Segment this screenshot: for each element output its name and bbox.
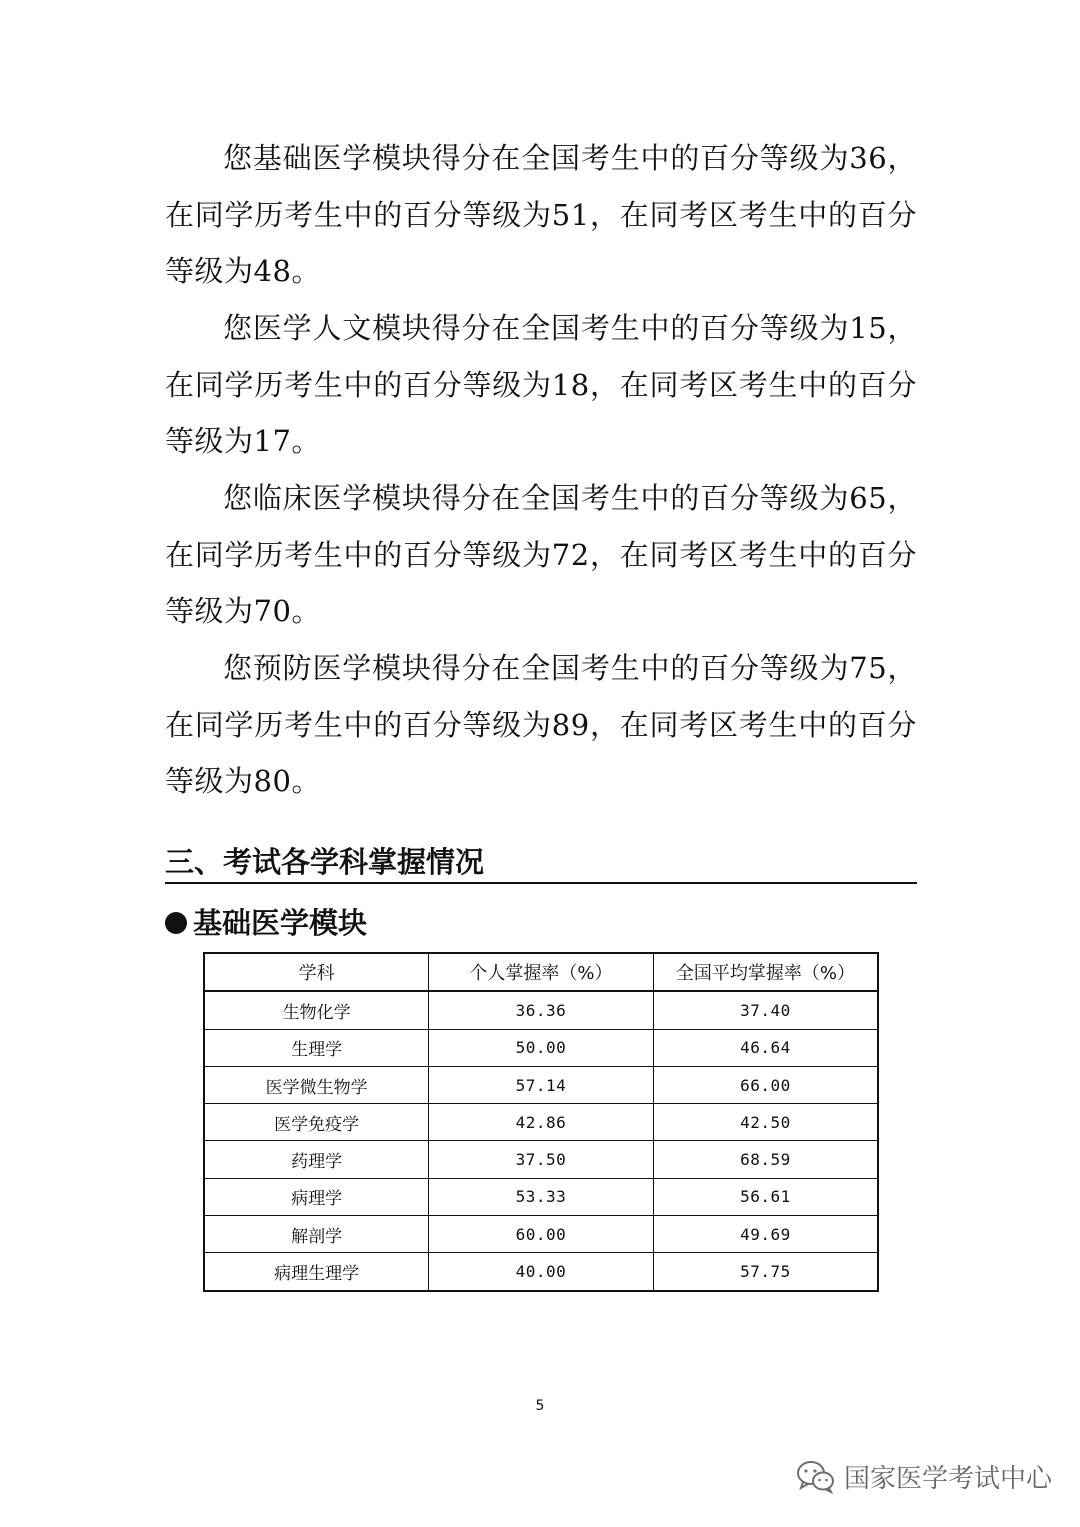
- personal-rate-cell: 57.14: [429, 1066, 654, 1103]
- personal-rate-cell: 53.33: [429, 1178, 654, 1215]
- personal-rate-cell: 50.00: [429, 1029, 654, 1066]
- mastery-table: [203, 952, 879, 1292]
- table-row: [204, 1253, 878, 1291]
- subject-cell: 解剖学: [204, 1216, 429, 1253]
- header-personal-rate: 个人掌握率（%）: [429, 953, 654, 991]
- subject-cell: 医学免疫学: [204, 1104, 429, 1141]
- watermark-text: 国家医学考试中心: [843, 1464, 1052, 1494]
- national-rate-cell: 42.50: [653, 1104, 878, 1141]
- table-row: [204, 1029, 878, 1066]
- national-rate-cell: 66.00: [653, 1066, 878, 1103]
- national-rate-cell: 57.75: [653, 1253, 878, 1291]
- header-subject: 学科: [204, 953, 429, 991]
- subject-cell: 病理生理学: [204, 1253, 429, 1291]
- watermark: [796, 1458, 1052, 1495]
- paragraph-preventive-medicine: 您预防医学模块得分在全国考生中的百分等级为75，在同学历考生中的百分等级为89，在同考区考生中的百分等级为80。: [165, 651, 917, 798]
- header-national-rate: 全国平均掌握率（%）: [653, 953, 878, 991]
- personal-rate-cell: 37.50: [429, 1141, 654, 1178]
- national-rate-cell: 49.69: [653, 1216, 878, 1253]
- national-rate-cell: 37.40: [653, 991, 878, 1029]
- bullet-icon: [165, 912, 187, 934]
- personal-rate-cell: 40.00: [429, 1253, 654, 1291]
- table-row: [204, 991, 878, 1029]
- table-header-row: [204, 953, 878, 991]
- subject-cell: 生理学: [204, 1029, 429, 1066]
- national-rate-cell: 46.64: [653, 1029, 878, 1066]
- subject-cell: 药理学: [204, 1141, 429, 1178]
- personal-rate-cell: 60.00: [429, 1216, 654, 1253]
- table-row: [204, 1178, 878, 1215]
- table-row: [204, 1216, 878, 1253]
- table-row: [204, 1066, 878, 1103]
- subject-cell: 生物化学: [204, 991, 429, 1029]
- table-row: [204, 1141, 878, 1178]
- paragraph-clinical-medicine: 您临床医学模块得分在全国考生中的百分等级为65，在同学历考生中的百分等级为72，在同考区考生中的百分等级为70。: [165, 481, 917, 628]
- table-row: [204, 1104, 878, 1141]
- personal-rate-cell: 42.86: [429, 1104, 654, 1141]
- wechat-icon: [796, 1460, 836, 1494]
- page-number: 5: [535, 1398, 545, 1414]
- module-heading: [165, 902, 367, 944]
- subject-cell: 病理学: [204, 1178, 429, 1215]
- national-rate-cell: 56.61: [653, 1178, 878, 1215]
- module-heading-text: 基础医学模块: [193, 906, 368, 940]
- personal-rate-cell: 36.36: [429, 991, 654, 1029]
- national-rate-cell: 68.59: [653, 1141, 878, 1178]
- paragraph-medical-humanities: 您医学人文模块得分在全国考生中的百分等级为15，在同学历考生中的百分等级为18，在同考区考生中的百分等级为17。: [165, 311, 917, 458]
- subject-cell: 医学微生物学: [204, 1066, 429, 1103]
- paragraph-basic-medicine: 您基础医学模块得分在全国考生中的百分等级为36，在同学历考生中的百分等级为51，在同考区考生中的百分等级为48。: [165, 141, 917, 288]
- section-heading: 三、考试各学科掌握情况: [165, 842, 917, 884]
